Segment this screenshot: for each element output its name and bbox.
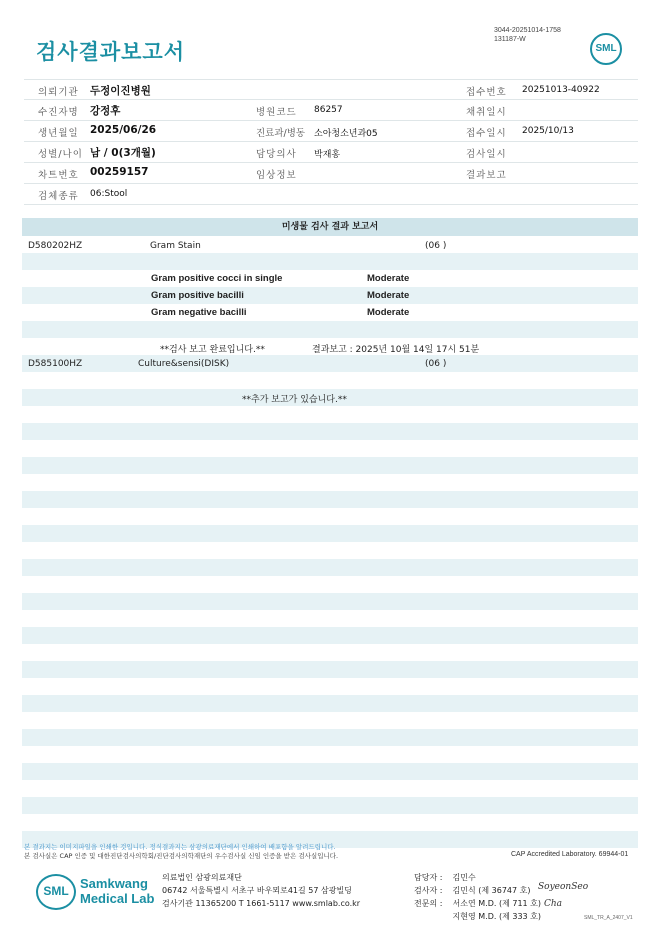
- value-department: 소아청소년과05: [314, 129, 378, 139]
- row-stripe: [22, 253, 638, 270]
- label-department: 진료과/병동: [256, 128, 306, 139]
- row-stripe: [22, 525, 638, 542]
- label-test-date: 검사일시: [466, 149, 507, 160]
- expert-label: 전문의 :: [414, 899, 443, 908]
- row-stripe: [22, 797, 638, 814]
- test-specimen: (06 ): [425, 241, 447, 251]
- additional-report-note: **추가 보고가 있습니다.**: [242, 395, 347, 405]
- row-stripe: [22, 695, 638, 712]
- value-receipt-number: 20251013-40922: [522, 85, 600, 95]
- label-sex-age: 성별/나이: [38, 149, 83, 160]
- org-contact: 검사기관 11365200 T 1661-5117 www.smlab.co.kr: [162, 899, 361, 908]
- cap-accreditation: CAP Accredited Laboratory. 69944-01: [511, 851, 629, 858]
- value-receipt-date: 2025/10/13: [522, 126, 574, 136]
- label-hospital-code: 병원코드: [256, 107, 297, 118]
- value-hospital-code: 86257: [314, 105, 343, 115]
- patient-info-table: [24, 79, 638, 205]
- org-name: 의료법인 삼광의료재단: [162, 873, 242, 882]
- finding-organism: Gram positive bacilli: [151, 290, 244, 301]
- info-row: [24, 142, 638, 163]
- value-specimen-type: 06:Stool: [90, 189, 128, 199]
- test-specimen: (06 ): [425, 359, 447, 369]
- label-receipt-date: 접수일시: [466, 128, 507, 139]
- row-stripe: [22, 287, 638, 304]
- label-specimen-type: 검체종류: [38, 191, 79, 202]
- document-id: [494, 26, 561, 44]
- expert-name-2: 지현영 M.D. (제 333 호): [452, 912, 542, 921]
- form-version: SML_TR_A_2407_V1: [584, 915, 633, 921]
- brand-name: [80, 876, 154, 906]
- test-name: Culture&sensi(DISK): [138, 359, 230, 369]
- document-id-line2: 131187-W: [494, 36, 526, 43]
- row-stripe: [22, 661, 638, 678]
- label-doctor: 담당의사: [256, 149, 297, 160]
- value-patient-name: 강정후: [90, 105, 121, 117]
- row-stripe: [22, 559, 638, 576]
- brand-line1: Samkwang: [80, 876, 148, 891]
- image-print-notice: 본 결과지는 이미지파일을 인쇄한 것입니다. 정식결과지는 삼광의료재단에서 인쇄하여 배포함을 알려드립니다.: [24, 843, 336, 851]
- brand-line2: Medical Lab: [80, 891, 155, 906]
- info-row: [24, 184, 638, 205]
- results-section-title: 미생물 검사 결과 보고서: [22, 218, 638, 236]
- value-birth-date: 2025/06/26: [90, 124, 157, 136]
- value-requesting-institution: 두정이진병원: [90, 85, 151, 97]
- sml-logo: SML: [590, 33, 622, 65]
- staff-name: 김민수: [452, 873, 476, 882]
- signature-1: SoyeonSeo: [538, 882, 589, 892]
- report-complete-note: **검사 보고 완료입니다.**: [160, 345, 265, 355]
- report-time: 결과보고 : 2025년 10월 14일 17시 51분: [312, 345, 480, 355]
- tester-name: 김민식 (제 36747 호): [452, 886, 531, 895]
- test-code: D585100HZ: [28, 359, 83, 369]
- organization-info: [162, 871, 360, 910]
- info-row: [24, 121, 638, 142]
- label-collection-date: 채취일시: [466, 107, 507, 118]
- row-stripe: [22, 491, 638, 508]
- value-sex-age: 남 / 0(3개월): [90, 147, 156, 159]
- row-stripe: [22, 593, 638, 610]
- accreditation-notice: 본 검사실은 CAP 인증 및 대한진단검사의학회/진단검사의학재단의 우수검사실 신임 인증을 받은 검사실입니다.: [24, 852, 339, 860]
- row-stripe: [22, 457, 638, 474]
- test-name: Gram Stain: [150, 241, 201, 251]
- finding-amount: Moderate: [367, 290, 410, 301]
- info-row: [24, 163, 638, 184]
- org-address: 06742 서울특별시 서초구 바우뫼로41길 57 삼광빌딩: [162, 886, 352, 895]
- label-clinical-info: 임상정보: [256, 170, 297, 181]
- sml-footer-logo: SML: [36, 874, 76, 910]
- staff-label: 담당자 :: [414, 873, 443, 882]
- finding-amount: Moderate: [367, 307, 410, 318]
- test-code: D580202HZ: [28, 241, 83, 251]
- label-birth-date: 생년월일: [38, 128, 79, 139]
- finding-organism: Gram positive cocci in single: [151, 273, 283, 284]
- signature-2: Cha: [544, 899, 563, 909]
- label-result-report: 결과보고: [466, 170, 507, 181]
- value-doctor: 박재홍: [314, 150, 341, 160]
- row-stripe: [22, 321, 638, 338]
- info-row: [24, 79, 638, 100]
- finding-amount: Moderate: [367, 273, 410, 284]
- row-stripe: [22, 627, 638, 644]
- row-stripe: [22, 355, 638, 372]
- document-id-line1: 3044-20251014-1758: [494, 27, 561, 34]
- row-stripe: [22, 763, 638, 780]
- tester-label: 검사자 :: [414, 886, 443, 895]
- finding-organism: Gram negative bacilli: [151, 307, 247, 318]
- value-chart-number: 00259157: [90, 166, 149, 178]
- label-patient-name: 수진자명: [38, 107, 79, 118]
- expert-name-1: 서소연 M.D. (제 711 호): [452, 899, 542, 908]
- page-title: 검사결과보고서: [36, 40, 186, 64]
- info-row: [24, 100, 638, 121]
- signatories: [414, 871, 541, 923]
- label-requesting-institution: 의뢰기관: [38, 87, 79, 98]
- row-stripe: [22, 729, 638, 746]
- label-receipt-number: 접수번호: [466, 87, 507, 98]
- row-stripe: [22, 423, 638, 440]
- label-chart-number: 차트번호: [38, 170, 79, 181]
